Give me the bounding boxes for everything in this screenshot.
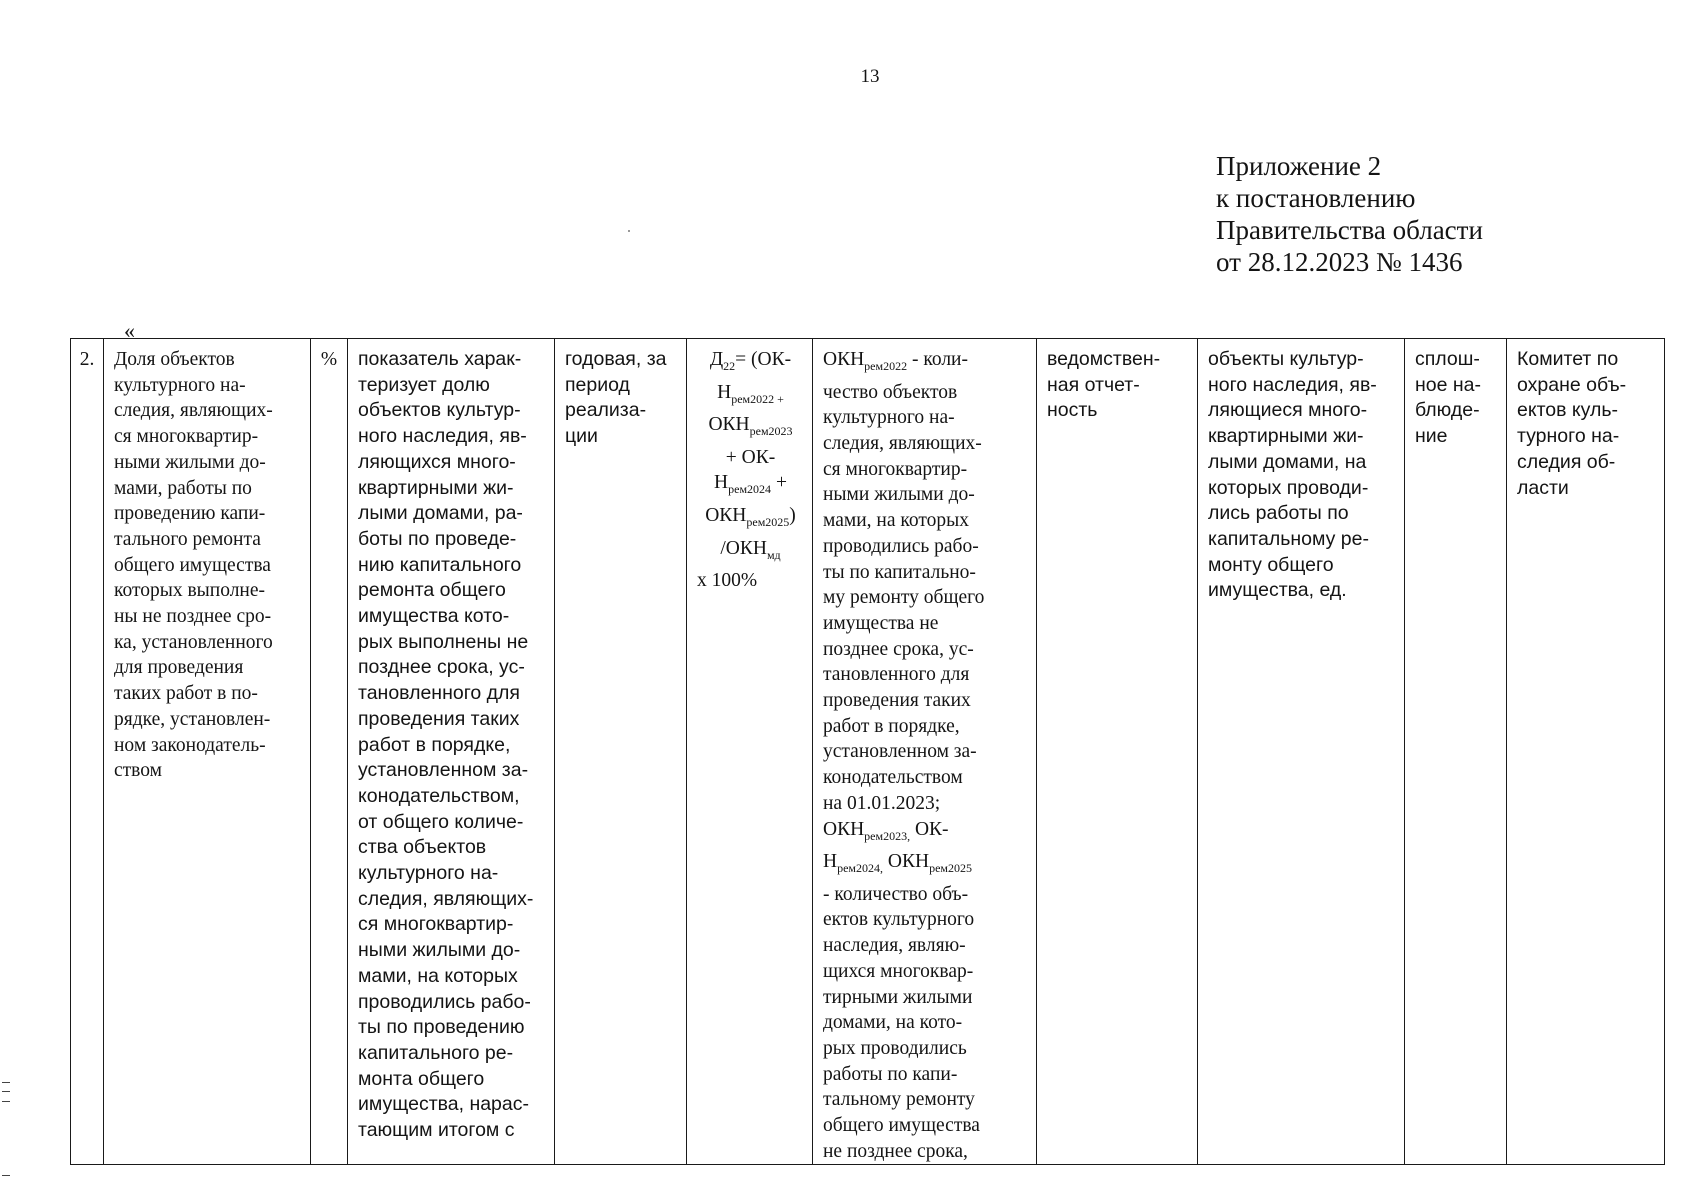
appendix-line: к постановлению — [1216, 183, 1416, 213]
text-line: мами, на которых — [358, 964, 518, 987]
text-line: тирными жилыми — [823, 986, 973, 1008]
text-line: ством — [114, 760, 162, 782]
text-line: ка, установленного — [114, 631, 273, 653]
formula-line: $ОКН_{рем2023}$ — [708, 414, 793, 439]
variable-line: $Н_{рем2024,}$ $ОКН_{рем2025}$ — [823, 851, 972, 876]
text-line: имущества не — [823, 612, 939, 634]
text-line: ного наследия, яв- — [1208, 373, 1377, 396]
text-line: ства объектов — [358, 836, 487, 859]
text-line: ведомствен- — [1047, 348, 1161, 370]
text-line: работы по капи- — [823, 1063, 958, 1085]
variable-line: $ОКН_{рем2022}$ - коли- — [823, 349, 968, 373]
text-line: работ в порядке, — [823, 715, 960, 737]
text-line: боты по проведе- — [358, 527, 517, 550]
periodicity-cell — [555, 339, 687, 1165]
text-line: ремонта общего — [358, 579, 506, 602]
text-line: блюде- — [1415, 399, 1480, 422]
unit-cell: % — [311, 339, 348, 1165]
text-line: Комитет по — [1517, 348, 1619, 370]
text-line: работ в порядке, — [358, 733, 511, 756]
text-line: на 01.01.2023; — [823, 792, 941, 814]
text-line: тающим итогом с — [358, 1119, 515, 1142]
text-line: позднее срока, ус- — [358, 656, 525, 679]
text-line: которых выполне- — [114, 580, 266, 602]
text-line: проведения таких — [823, 690, 971, 712]
appendix-line: Приложение 2 — [1216, 151, 1382, 181]
text-line: следия, являющих- — [358, 887, 534, 910]
text-line: тановленного для — [823, 664, 970, 686]
text-line: установленном за- — [358, 759, 529, 782]
text-line: ектов культурного — [823, 909, 975, 931]
text-line: имущества, ед. — [1208, 579, 1347, 602]
text-line: конодательством — [823, 767, 963, 789]
text-line: имущества, нарас- — [358, 1093, 529, 1116]
text-line: ние — [1415, 425, 1448, 448]
text-line: Доля объектов — [114, 349, 235, 370]
scan-margin-mark — [2, 1082, 10, 1102]
opening-quote: « — [124, 318, 135, 343]
text-line: следия об- — [1517, 450, 1616, 473]
text-line: - количество объ- — [823, 883, 969, 905]
text-line: объектов культур- — [358, 399, 521, 422]
text-line: ными жилыми до- — [823, 484, 975, 506]
formula-line: + ОК- — [725, 446, 776, 468]
text-line: от общего количе- — [358, 810, 524, 833]
text-line: турного на- — [1517, 425, 1620, 448]
text-line: проведению капи- — [114, 503, 266, 525]
responsible-body-cell — [1507, 339, 1665, 1165]
text-line: капитальному ре- — [1208, 527, 1369, 550]
formula-cell — [687, 339, 813, 1165]
text-line: мами, работы по — [114, 477, 252, 499]
text-line: теризует долю — [358, 373, 490, 396]
text-line: ся многоквартир- — [358, 913, 514, 936]
variables-cell — [813, 339, 1037, 1165]
data-source-cell — [1037, 339, 1198, 1165]
formula-line: х 100% — [697, 570, 758, 592]
text-line: ном законодатель- — [114, 734, 266, 756]
text-line: проведения таких — [358, 707, 520, 730]
page-number: 13 — [860, 66, 880, 87]
text-line: мами, на которых — [823, 510, 969, 532]
scan-speck — [628, 230, 630, 232]
row-number: 2. — [71, 339, 104, 1165]
text-line: нию капитального — [358, 553, 522, 576]
table-row — [71, 339, 1665, 1165]
text-line: лыми домами, на — [1208, 450, 1367, 473]
variable-line: $ОКН_{рем2023,}$ ОК- — [823, 818, 949, 843]
text-line: тановленного для — [358, 682, 520, 705]
text-line: общего имущества — [823, 1115, 980, 1137]
text-line: ты по капитально- — [823, 561, 976, 583]
observation-objects-cell — [1198, 339, 1405, 1165]
scan-margin-tick — [2, 1175, 10, 1176]
text-line: культурного на- — [358, 862, 499, 885]
text-line: имущества кото- — [358, 605, 510, 628]
text-line: ными жилыми до- — [114, 451, 266, 473]
text-line: проводились рабо- — [358, 990, 531, 1013]
text-line: рых выполнены не — [358, 630, 529, 653]
text-line: ляющиеся много- — [1208, 399, 1368, 422]
text-line: которых проводи- — [1208, 476, 1369, 499]
formula-line: $Д_{22}= (ОК-$ — [709, 349, 792, 373]
definition-cell — [348, 339, 555, 1165]
text-line: лись работы по — [1208, 502, 1349, 525]
text-line: ными жилыми до- — [358, 939, 521, 962]
text-line: ляющихся много- — [358, 450, 516, 473]
text-line: таких работ в по- — [114, 683, 258, 705]
text-line: рых проводились — [823, 1037, 967, 1059]
text-line: тальному ремонту — [823, 1089, 975, 1111]
text-line: культурного на- — [114, 374, 246, 396]
text-line: не позднее срока, — [823, 1140, 968, 1162]
text-line: ная отчет- — [1047, 373, 1140, 396]
text-line: домами, на кото- — [823, 1012, 963, 1034]
text-line: ное на- — [1415, 373, 1481, 396]
text-line: культурного на- — [823, 407, 955, 429]
text-line: ты по проведению — [358, 1016, 525, 1039]
appendix-line: Правительства области — [1216, 215, 1483, 245]
text-line: конодательством, — [358, 784, 520, 807]
appendix-line: от 28.12.2023 № 1436 — [1216, 247, 1463, 277]
text-line: позднее срока, ус- — [823, 638, 974, 660]
text-line: объекты культур- — [1208, 348, 1364, 370]
text-line: ны не позднее сро- — [114, 606, 272, 628]
text-line: охране объ- — [1517, 373, 1627, 396]
text-line: проводились рабо- — [823, 535, 979, 557]
formula-line: $/ОКН_{мд}$ — [720, 537, 781, 562]
text-line: щихся многоквар- — [823, 960, 974, 982]
text-line: ласти — [1517, 476, 1569, 499]
formula-line: $ОКН_{рем2025}$) — [705, 505, 796, 529]
text-line: квартирными жи- — [1208, 425, 1364, 448]
text-line: наследия, являю- — [823, 935, 966, 957]
text-line: ся многоквартир- — [114, 426, 259, 448]
text-line: годовая, за — [565, 348, 667, 370]
text-line: следия, являющих- — [114, 400, 273, 422]
text-line: чество объектов — [823, 381, 958, 403]
text-line: общего имущества — [114, 554, 271, 576]
text-line: квартирными жи- — [358, 476, 514, 499]
text-line: лыми домами, ра- — [358, 502, 523, 525]
text-line: реализа- — [565, 399, 647, 422]
text-line: ектов куль- — [1517, 399, 1619, 422]
text-line: монта общего — [358, 1067, 485, 1090]
text-line: ции — [565, 425, 598, 448]
collection-method-cell — [1405, 339, 1507, 1165]
appendix-header — [1216, 150, 1483, 278]
text-line: для проведения — [114, 657, 244, 679]
text-line: следия, являющих- — [823, 433, 982, 454]
text-line: му ремонту общего — [823, 587, 985, 609]
text-line: капитального ре- — [358, 1041, 514, 1064]
text-line: установленном за- — [823, 741, 977, 763]
text-line: период — [565, 373, 630, 396]
text-line: сплош- — [1415, 348, 1480, 370]
text-line: ся многоквартир- — [823, 458, 968, 480]
text-line: показатель харак- — [358, 348, 522, 370]
text-line: монту общего — [1208, 553, 1334, 576]
indicator-name-cell — [104, 339, 311, 1165]
indicator-table — [70, 338, 1665, 1165]
formula-line: $Н_{рем2024}$ + — [714, 472, 787, 497]
text-line: ность — [1047, 399, 1098, 422]
formula-line: $Н_{рем2022 +}$ — [717, 381, 784, 406]
text-line: тального ремонта — [114, 528, 261, 550]
text-line: рядке, установлен- — [114, 708, 271, 730]
text-line: ного наследия, яв- — [358, 425, 527, 448]
